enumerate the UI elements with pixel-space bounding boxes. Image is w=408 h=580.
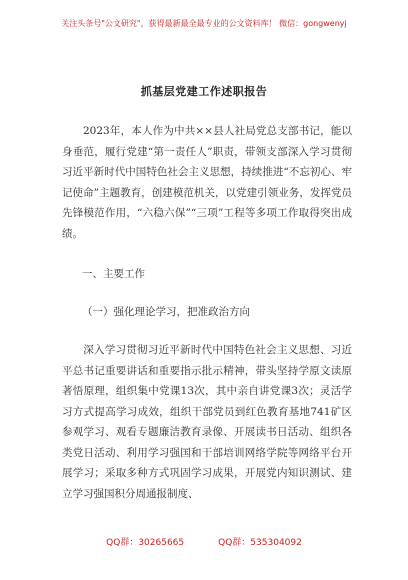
intro-paragraph [62, 121, 352, 244]
body-paragraph-text: 深入学习贯彻习近平新时代中国特色社会主义思想、习近平总书记重要讲话和重要指示批示精神，带头坚持学原文读原著悟原理，组织集中党课13次，其中亲自讲党课3次；灵活学习方式提高学习成效，组织干部党员到红色教育基地741矿区参观学习、观看专题廉洁教育录像、开展读书日活动、组织各类党日活动、利用学习强国和干部培训网络学院等网络平台开展学习；采取多种方式巩固学习成果，开展党内知识测试、建立学习强国积分周通报制度、 [62, 344, 352, 500]
footer-qq-group-2: QQ群：535304092 [218, 538, 302, 548]
footer-contacts [0, 535, 408, 548]
subsection-heading: （一）强化理论学习，把准政治方向 [82, 306, 250, 318]
body-paragraph [62, 340, 352, 504]
document-title: 抓基层党建工作述职报告 [140, 85, 268, 98]
intro-paragraph-text: 2023年，本人作为中共××县人社局党总支部书记，能以身垂范，履行党建“第一责任人”职责，带领支部深入学习贯彻习近平新时代中国特色社会主义思想，持续推进“不忘初心、牢记使命”主题教育，创建模范机关，以党建引领业务，发挥党员先锋模范作用，“六稳六保”“三项”工程等多项工作取得突出成绩。 [62, 125, 352, 240]
section-heading: 一、主要工作 [82, 268, 145, 280]
header-banner: 关注头条号"公文研究"，获得最新最全最专业的公文资料库！ 微信：gongwenyj [61, 19, 347, 28]
footer-qq-group-1: QQ群：30265665 [106, 538, 185, 548]
